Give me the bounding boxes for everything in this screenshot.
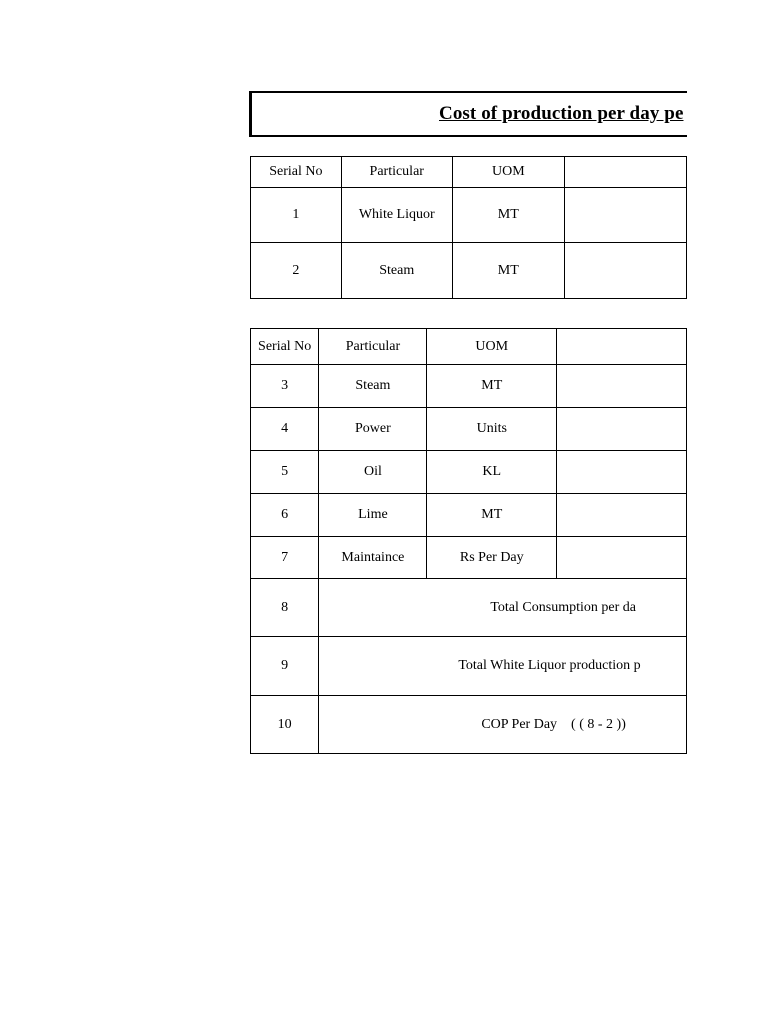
- cell-summary-label: [319, 579, 687, 637]
- cell-particular: White Liquor: [341, 188, 452, 243]
- cell-serial: 5: [251, 451, 319, 494]
- summary-label-text: Total Consumption per da: [490, 599, 636, 615]
- cell-cut-off: [564, 243, 686, 299]
- header-uom: UOM: [427, 329, 557, 365]
- table-row: [251, 243, 687, 299]
- cell-uom: MT: [452, 243, 564, 299]
- table-row: [251, 408, 687, 451]
- cell-particular: Steam: [341, 243, 452, 299]
- cell-cut-off: [557, 494, 687, 537]
- header-particular: Particular: [319, 329, 427, 365]
- header-serial-no: Serial No: [251, 157, 342, 188]
- cell-uom: MT: [427, 494, 557, 537]
- header-uom: UOM: [452, 157, 564, 188]
- cell-cut-off: [557, 451, 687, 494]
- cell-serial: 8: [251, 579, 319, 637]
- header-cell-cut-off: [557, 329, 687, 365]
- cell-particular: Power: [319, 408, 427, 451]
- cell-particular: Lime: [319, 494, 427, 537]
- header-cell-cut-off: [564, 157, 686, 188]
- cell-cut-off: [557, 408, 687, 451]
- cell-cut-off: [564, 188, 686, 243]
- summary-label-text: COP Per Day ( ( 8 - 2 )): [481, 716, 626, 732]
- document-title: Cost of production per day pe: [439, 103, 684, 124]
- cell-uom: KL: [427, 451, 557, 494]
- cell-particular: Maintaince: [319, 537, 427, 579]
- table-row: [251, 188, 687, 243]
- cell-serial: 1: [251, 188, 342, 243]
- table-header-row: [251, 329, 687, 365]
- cell-serial: 9: [251, 637, 319, 696]
- cell-serial: 10: [251, 696, 319, 754]
- header-particular: Particular: [341, 157, 452, 188]
- cell-summary-label: [319, 696, 687, 754]
- cell-serial: 3: [251, 365, 319, 408]
- header-serial-no: Serial No: [251, 329, 319, 365]
- summary-row: [251, 579, 687, 637]
- table-row: [251, 365, 687, 408]
- cell-serial: 7: [251, 537, 319, 579]
- summary-row: [251, 696, 687, 754]
- production-table: [250, 156, 687, 299]
- cell-cut-off: [557, 365, 687, 408]
- consumption-table: [250, 328, 687, 754]
- table-row: [251, 451, 687, 494]
- table-row: [251, 494, 687, 537]
- cell-serial: 4: [251, 408, 319, 451]
- cell-uom: MT: [452, 188, 564, 243]
- cell-particular: Oil: [319, 451, 427, 494]
- table-header-row: [251, 157, 687, 188]
- cell-serial: 2: [251, 243, 342, 299]
- cell-summary-label: [319, 637, 687, 696]
- summary-row: [251, 637, 687, 696]
- table-row: [251, 537, 687, 579]
- summary-label-text: Total White Liquor production p: [458, 658, 641, 673]
- title-box: [249, 91, 687, 137]
- cell-particular: Steam: [319, 365, 427, 408]
- cell-uom: Units: [427, 408, 557, 451]
- cell-cut-off: [557, 537, 687, 579]
- cell-uom: MT: [427, 365, 557, 408]
- cell-uom: Rs Per Day: [427, 537, 557, 579]
- cell-serial: 6: [251, 494, 319, 537]
